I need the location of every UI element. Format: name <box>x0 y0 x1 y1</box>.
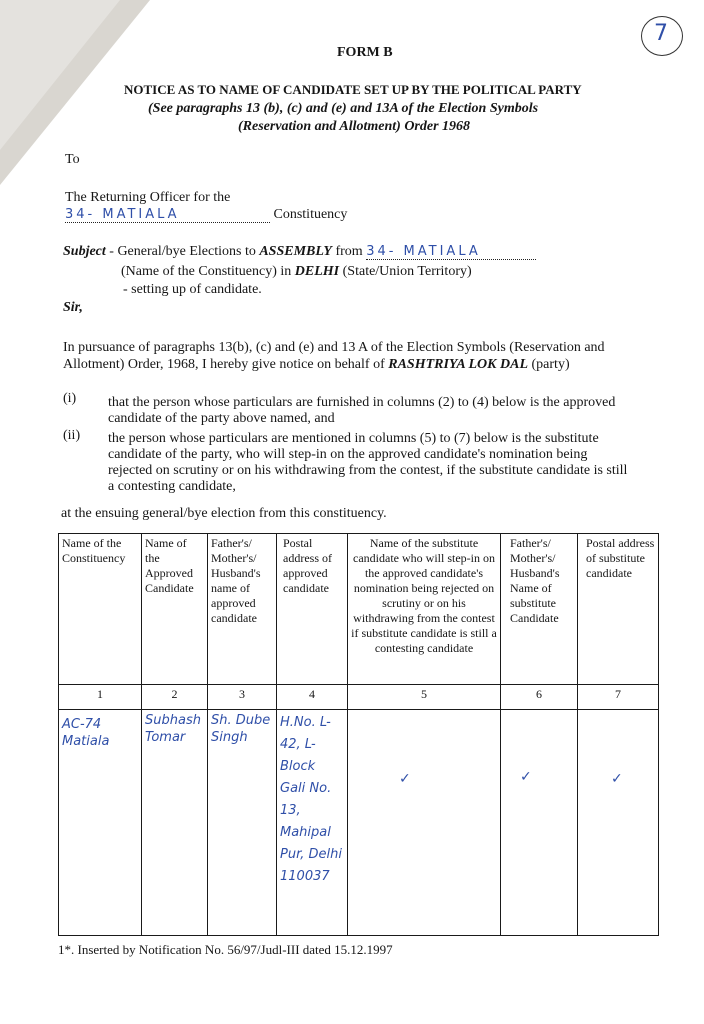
returning-officer: The Returning Officer for the <box>65 190 231 205</box>
clause-ii-line3: rejected on scrutiny or on his withdrawing from the contest, if the substitute candidate is still <box>108 463 628 478</box>
clause-ii-line2: candidate of the party, who will step-in on the approved candidate's nomination being <box>108 447 588 462</box>
col-number: 3 <box>208 685 277 710</box>
state-suffix: (State/Union Territory) <box>339 264 472 279</box>
para-line2: Allotment) Order, 1968, I hereby give notice on behalf of <box>63 357 389 372</box>
cell-substitute-father: ✓ <box>501 710 578 936</box>
clause-ii-label: (ii) <box>63 428 81 443</box>
cell-constituency: AC-74 Matiala <box>59 710 142 936</box>
clause-i-line1: that the person whose particulars are furnished in columns (2) to (4) below is the approved <box>108 395 616 410</box>
party-suffix: (party) <box>528 357 570 372</box>
clause-ii-line1: the person whose particulars are mentioned in columns (5) to (7) below is the substitute <box>108 431 599 446</box>
clause-i-line2: candidate of the party above named, and <box>108 411 335 426</box>
cell-substitute: ✓ <box>348 710 501 936</box>
header-approved-candidate: Name of the Approved Candidate <box>142 534 208 685</box>
clause-i-label: (i) <box>63 391 77 406</box>
candidate-table <box>58 533 659 936</box>
footnote: 1*. Inserted by Notification No. 56/97/Judl-III dated 15.12.1997 <box>58 942 393 957</box>
header-approved-father: Father's/ Mother's/ Husband's name of approved candidate <box>208 534 277 685</box>
party-name: RASHTRIYA LOK DAL <box>388 357 529 372</box>
col-number: 1 <box>59 685 142 710</box>
constituency-field: 34- MATIALA <box>65 207 270 223</box>
subject-label: Subject <box>63 244 106 259</box>
state-name: DELHI <box>294 264 340 279</box>
header-approved-address: Postal address of approved candidate <box>277 534 348 685</box>
table-number-row <box>59 685 659 710</box>
subject-from: from <box>331 244 367 259</box>
col-number: 7 <box>578 685 659 710</box>
constituency-suffix: Constituency <box>273 207 348 222</box>
para-line1: In pursuance of paragraphs 13(b), (c) and (e) and 13 A of the Election Symbols (Reservation and <box>63 340 605 355</box>
col-number: 4 <box>277 685 348 710</box>
header-substitute-father: Father's/ Mother's/ Husband's Name of substitute Candidate <box>501 534 578 685</box>
notice-title: NOTICE AS TO NAME OF CANDIDATE SET UP BY THE POLITICAL PARTY <box>124 82 582 97</box>
col-number: 5 <box>348 685 501 710</box>
cell-father: Sh. Dube Singh <box>208 710 277 936</box>
header-substitute-address: Postal address of substitute candidate <box>578 534 659 685</box>
page-fold <box>0 0 120 150</box>
clause-ii-line4: a contesting candidate, <box>108 479 236 494</box>
page-number: 7 <box>654 21 668 46</box>
ensuing-line: at the ensuing general/bye election from this constituency. <box>61 506 387 521</box>
salutation: Sir, <box>63 300 83 315</box>
table-row <box>59 710 659 936</box>
header-constituency: Name of the Constituency <box>59 534 142 685</box>
form-title: FORM B <box>337 45 393 60</box>
to-label: To <box>65 152 80 167</box>
col-number: 6 <box>501 685 578 710</box>
subtitle-line1: (See paragraphs 13 (b), (c) and (e) and 13A of the Election Symbols <box>148 101 539 116</box>
col-number: 2 <box>142 685 208 710</box>
subject-assembly: ASSEMBLY <box>259 244 332 259</box>
header-substitute-name: Name of the substitute candidate who will step-in on the approved candidate's nomination being rejected on scrutiny or on his withdrawing from the contest if substitute candidate is still a contesting candidate <box>348 534 501 685</box>
table-header-row <box>59 534 659 685</box>
cell-substitute-address: ✓ <box>578 710 659 936</box>
subtitle-line2: (Reservation and Allotment) Order 1968 <box>238 119 471 134</box>
subject-text: - General/bye Elections to <box>105 244 260 259</box>
setting-up: - setting up of candidate. <box>123 282 262 297</box>
subject-constituency-field: 34- MATIALA <box>366 244 536 260</box>
name-of-constituency: (Name of the Constituency) in <box>121 264 295 279</box>
cell-candidate: Subhash Tomar <box>142 710 208 936</box>
cell-address: H.No. L-42, L-Block Gali No. 13, Mahipal Pur, Delhi 110037 <box>277 710 348 936</box>
